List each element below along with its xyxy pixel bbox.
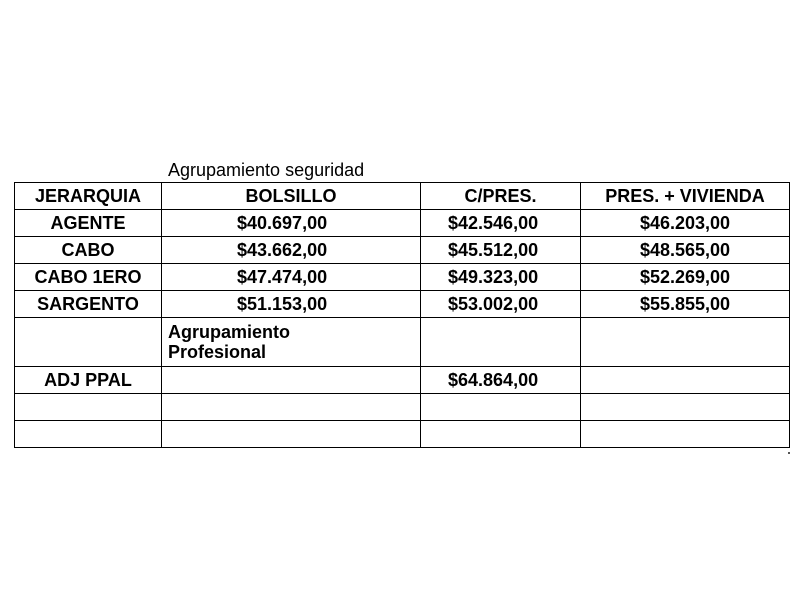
bolsillo-cell[interactable]: $47.474,00 (162, 264, 421, 291)
pres-vivienda-cell[interactable] (581, 367, 790, 394)
empty-cell[interactable] (421, 394, 581, 421)
empty-row (15, 394, 790, 421)
pres-vivienda-cell[interactable]: $52.269,00 (581, 264, 790, 291)
group-label-line: Profesional (168, 342, 267, 362)
bolsillo-cell[interactable]: $51.153,00 (162, 291, 421, 318)
empty-cell[interactable] (421, 421, 581, 448)
empty-cell[interactable] (15, 421, 162, 448)
table-row (15, 237, 790, 264)
pres-vivienda-cell[interactable]: $48.565,00 (581, 237, 790, 264)
salary-table (14, 182, 790, 448)
group-label-cell[interactable] (162, 318, 421, 367)
table-row (15, 210, 790, 237)
empty-cell[interactable] (581, 421, 790, 448)
header-cell-pres-vivienda[interactable]: PRES. + VIVIENDA (581, 183, 790, 210)
table-caption: Agrupamiento seguridad (168, 160, 365, 180)
pres-vivienda-cell[interactable]: $46.203,00 (581, 210, 790, 237)
group-row (15, 318, 790, 367)
bolsillo-cell[interactable]: $43.662,00 (162, 237, 421, 264)
rank-cell[interactable]: CABO (15, 237, 162, 264)
resize-handle[interactable] (788, 452, 790, 454)
table-row (15, 291, 790, 318)
rank-cell[interactable]: CABO 1ERO (15, 264, 162, 291)
empty-cell[interactable] (162, 394, 421, 421)
c-pres-cell[interactable]: $53.002,00 (421, 291, 581, 318)
rank-cell[interactable]: AGENTE (15, 210, 162, 237)
c-pres-cell[interactable]: $45.512,00 (421, 237, 581, 264)
c-pres-cell[interactable]: $42.546,00 (421, 210, 581, 237)
header-cell-jerarquia[interactable]: JERARQUIA (15, 183, 162, 210)
header-cell-bolsillo[interactable]: BOLSILLO (162, 183, 421, 210)
rank-cell[interactable]: SARGENTO (15, 291, 162, 318)
c-pres-cell[interactable]: $64.864,00 (421, 367, 581, 394)
rank-cell[interactable]: ADJ PPAL (15, 367, 162, 394)
empty-cell[interactable] (581, 394, 790, 421)
empty-row (15, 421, 790, 448)
c-pres-cell[interactable]: $49.323,00 (421, 264, 581, 291)
group-label-line: Agrupamiento (168, 322, 291, 342)
empty-cell[interactable] (162, 421, 421, 448)
empty-cell[interactable] (581, 318, 790, 367)
empty-cell[interactable] (15, 318, 162, 367)
bolsillo-cell[interactable]: $40.697,00 (162, 210, 421, 237)
header-row (15, 183, 790, 210)
pres-vivienda-cell[interactable]: $55.855,00 (581, 291, 790, 318)
table-row (15, 367, 790, 394)
empty-cell[interactable] (421, 318, 581, 367)
header-cell-c-pres[interactable]: C/PRES. (421, 183, 581, 210)
table-row (15, 264, 790, 291)
empty-cell[interactable] (15, 394, 162, 421)
bolsillo-cell[interactable] (162, 367, 421, 394)
